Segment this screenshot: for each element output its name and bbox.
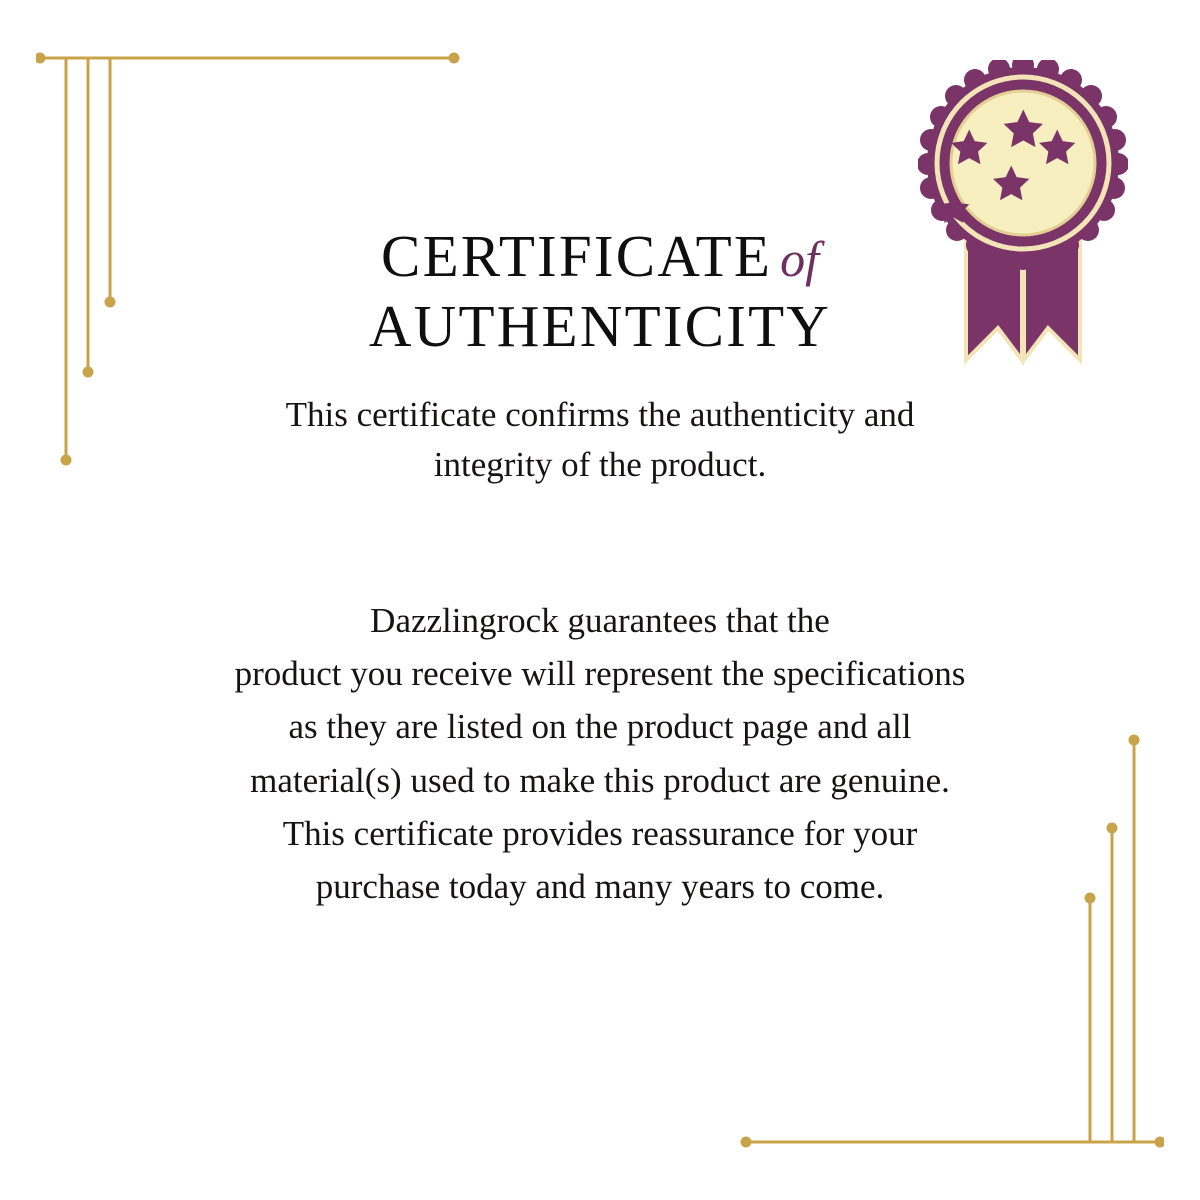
- intro-line-1: This certificate confirms the authenticity and: [285, 395, 915, 434]
- title-line-certificate: CERTIFICATE: [381, 223, 773, 289]
- body-line-1: Dazzlingrock guarantees that the: [370, 601, 830, 640]
- page-title: [0, 222, 1200, 361]
- title-word-of: of: [780, 231, 819, 287]
- intro-paragraph: [100, 390, 1100, 490]
- body-line-6: purchase today and many years to come.: [315, 866, 885, 906]
- body-line-3: as they are listed on the product page and all: [288, 707, 912, 747]
- title-line-authenticity: AUTHENTICITY: [368, 292, 832, 359]
- body-line-5: This certificate provides reassurance for your: [282, 813, 918, 853]
- body-line-4: material(s) used to make this product are genuine.: [250, 760, 950, 800]
- intro-line-2: integrity of the product.: [433, 445, 767, 485]
- body-line-2: product you receive will represent the specifications: [234, 654, 966, 694]
- guarantee-paragraph: [70, 594, 1130, 913]
